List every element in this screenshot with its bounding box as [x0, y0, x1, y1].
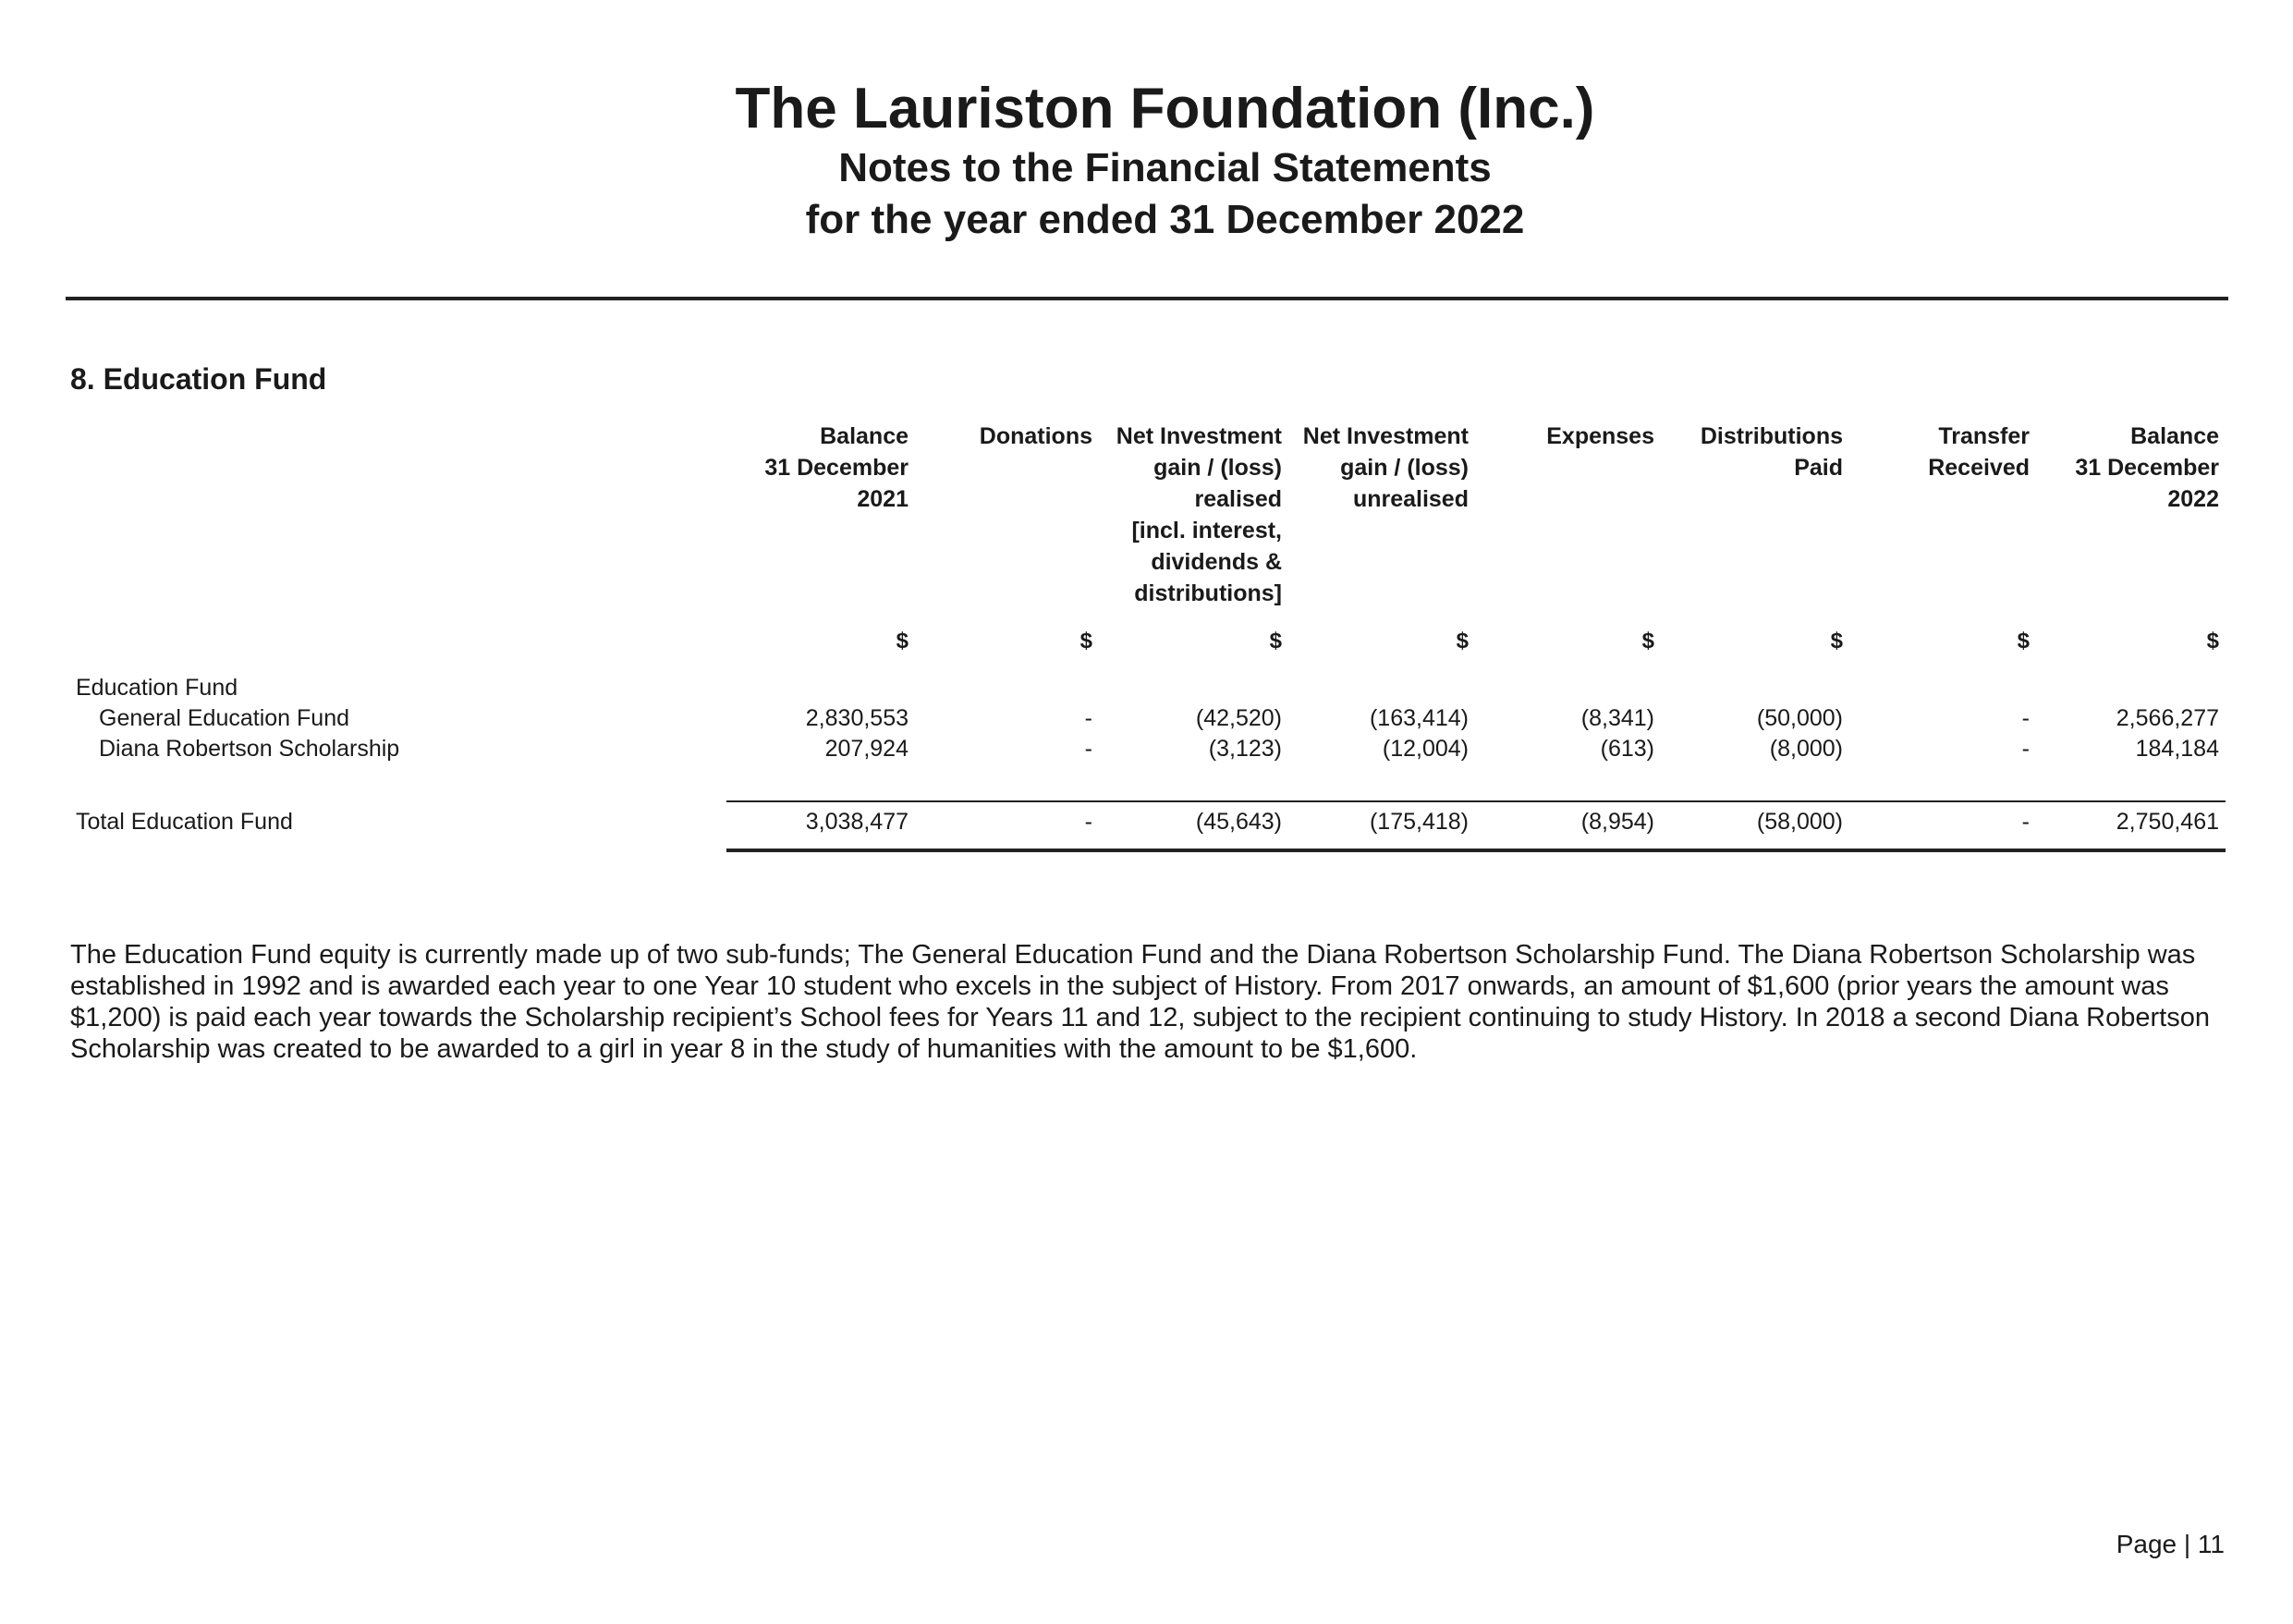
column-header-line: 31 December: [2075, 455, 2219, 481]
currency-symbol: $: [1456, 629, 1469, 653]
document-header: [0, 76, 2293, 246]
column-header: [1097, 421, 1282, 609]
column-header-line: 31 December: [764, 455, 909, 481]
column-header-line: Expenses: [1546, 423, 1654, 449]
total-bottom-rule: [726, 849, 2226, 852]
total-cell: (58,000): [1756, 809, 1843, 835]
column-header-line: unrealised: [1352, 486, 1469, 512]
table-cell: (50,000): [1756, 705, 1843, 731]
explanatory-note: The Education Fund equity is currently made up of two sub-funds; The General Education Fund and the Diana Robertson Scholarship Fund. The Diana Robertson Scholarship was established in 1992 and is awarded each year to one Year 10 student who excels in the subject of History. From 2017 onwards, an amount of $1,600 (prior years the amount was $1,200) is paid each year towards the Scholarship recipient’s School fees for Years 11 and 12, subject to the recipient continuing to study History. In 2018 a second Diana Robertson Scholarship was created to be awarded to a girl in year 8 in the study of humanities with the amount to be $1,600.: [70, 940, 2210, 1064]
column-header-line: Received: [1928, 455, 2030, 481]
table-cell: -: [2021, 736, 2030, 762]
total-cell: 3,038,477: [805, 809, 909, 835]
column-header-line: 2022: [2167, 486, 2219, 512]
header-divider: [66, 297, 2228, 300]
page-subtitle: Notes to the Financial Statements: [838, 145, 1492, 190]
total-cell: (8,954): [1580, 809, 1654, 835]
page-number: Page | 11: [2116, 1530, 2225, 1558]
currency-symbol: $: [1079, 629, 1092, 653]
page-period: for the year ended 31 December 2022: [805, 197, 1525, 242]
column-header: [2016, 421, 2219, 515]
table-cell: (42,520): [1195, 705, 1282, 731]
column-header-line: 2021: [857, 486, 909, 512]
table-cell: 184,184: [2135, 736, 2219, 762]
column-header-line: gain / (loss): [1153, 455, 1282, 481]
page-title: The Lauriston Foundation (Inc.): [735, 77, 1595, 140]
column-header: [1284, 421, 1469, 515]
total-top-rule: [726, 800, 2226, 802]
column-header-line: dividends &: [1151, 549, 1282, 575]
total-label: Total Education Fund: [76, 809, 293, 835]
table-cell: (12,004): [1382, 736, 1469, 762]
currency-symbol: $: [1641, 629, 1654, 653]
table-cell: -: [1084, 736, 1092, 762]
table-cell: (3,123): [1208, 736, 1282, 762]
total-cell: -: [2021, 809, 2030, 835]
column-header-line: [incl. interest,: [1131, 518, 1282, 543]
currency-symbol: $: [1830, 629, 1843, 653]
column-header-line: distributions]: [1134, 580, 1282, 606]
column-header-line: Balance: [2130, 423, 2219, 449]
column-header-line: Distributions: [1700, 423, 1843, 449]
column-header-line: Net Investment: [1116, 423, 1282, 449]
currency-symbol: $: [2206, 629, 2219, 653]
table-cell: (8,341): [1580, 705, 1654, 731]
section-title: 8. Education Fund: [70, 362, 327, 396]
table-cell: -: [1084, 705, 1092, 731]
column-header-line: Net Investment: [1302, 423, 1469, 449]
table-cell: (613): [1600, 736, 1654, 762]
column-header-line: Balance: [820, 423, 909, 449]
total-cell: 2,750,461: [2116, 809, 2219, 835]
row-label: General Education Fund: [99, 705, 350, 731]
table-cell: -: [2021, 705, 2030, 731]
column-header: [926, 421, 1092, 452]
table-cell: 207,924: [824, 736, 909, 762]
total-cell: -: [1084, 809, 1092, 835]
table-cell: 2,830,553: [805, 705, 909, 731]
column-header-line: gain / (loss): [1340, 455, 1469, 481]
group-label: Education Fund: [76, 675, 238, 701]
row-label: Diana Robertson Scholarship: [99, 736, 400, 762]
currency-symbol: $: [2017, 629, 2030, 653]
total-cell: (45,643): [1195, 809, 1282, 835]
column-header-line: Paid: [1794, 455, 1843, 481]
column-header-line: realised: [1194, 486, 1282, 512]
column-header: [1658, 421, 1843, 483]
table-cell: (163,414): [1369, 705, 1469, 731]
column-header-line: Donations: [979, 423, 1092, 449]
column-header: [1863, 421, 2030, 483]
column-header: [687, 421, 909, 515]
table-cell: 2,566,277: [2116, 705, 2219, 731]
currency-symbol: $: [1269, 629, 1282, 653]
table-cell: (8,000): [1769, 736, 1843, 762]
total-cell: (175,418): [1369, 809, 1469, 835]
column-header-line: Transfer: [1938, 423, 2030, 449]
column-header: [1488, 421, 1654, 452]
currency-symbol: $: [896, 629, 909, 653]
